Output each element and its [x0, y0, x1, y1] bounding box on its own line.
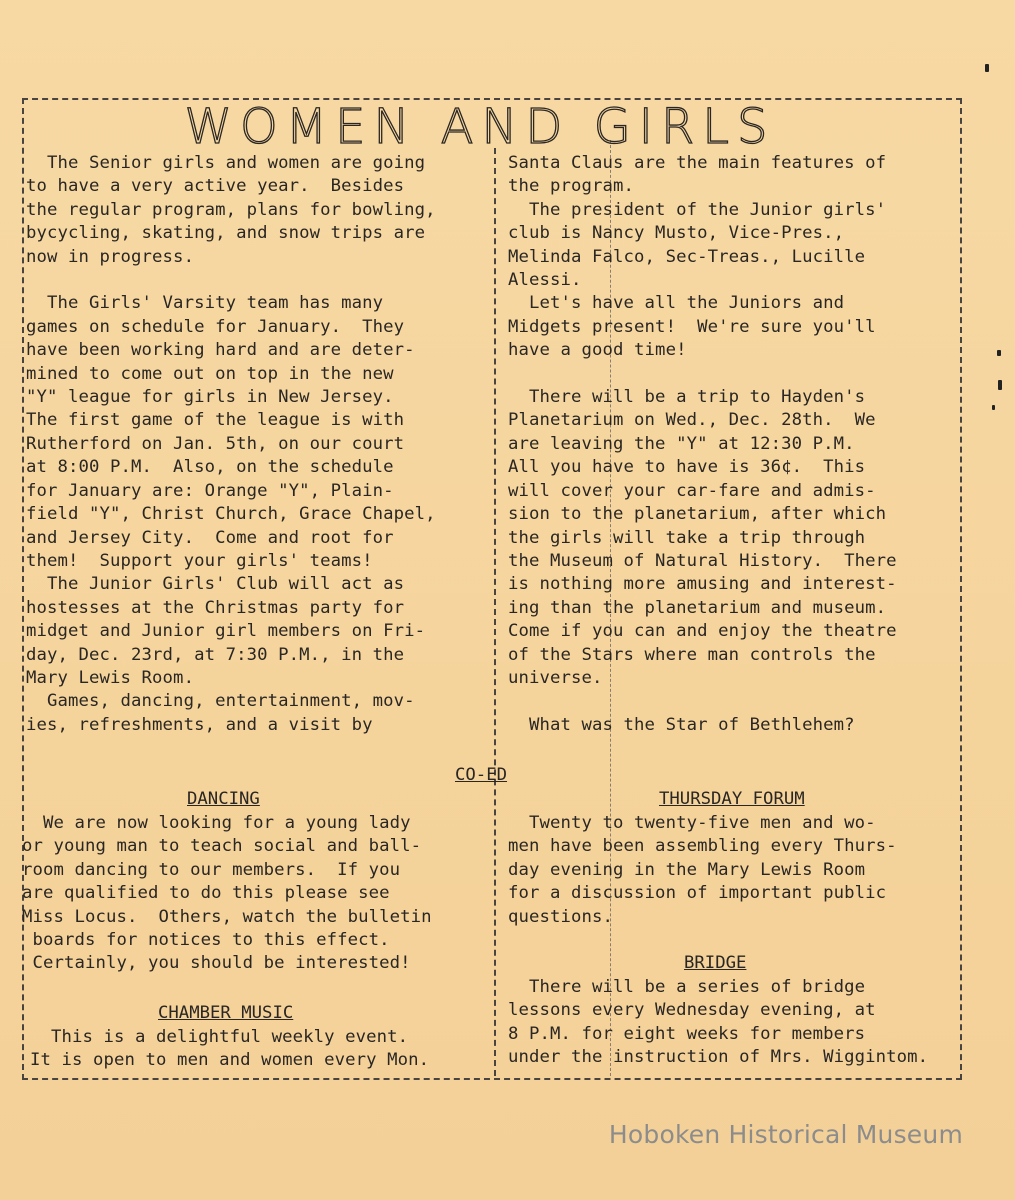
text-line: Melinda Falco, Sec-Treas., Lucille [508, 246, 866, 267]
text-line: field "Y", Christ Church, Grace Chapel, [26, 504, 436, 525]
text-line: There will be a trip to Hayden's [508, 387, 866, 408]
text-line: This is a delightful weekly event. [30, 1027, 409, 1047]
chamber-music-heading: CHAMBER MUSIC [158, 1003, 294, 1023]
text-line: Santa Claus are the main features of [508, 153, 887, 173]
text-line: have a good time! [508, 340, 687, 361]
text-line: "Y" league for girls in New Jersey. [26, 387, 394, 408]
text-line: hostesses at the Christmas party for [26, 597, 405, 618]
text-line: them! Support your girls' teams! [26, 550, 373, 571]
text-line: the program. [508, 176, 635, 197]
bridge-body [508, 976, 928, 1070]
text-line: under the instruction of Mrs. Wiggintom. [508, 1047, 929, 1068]
text-line: of the Stars where man controls the [508, 644, 876, 665]
text-line: is nothing more amusing and interest- [508, 574, 897, 595]
bridge-heading: BRIDGE [684, 953, 747, 973]
text-line: questions. [508, 906, 614, 927]
thursday-forum-heading: THURSDAY FORUM [659, 789, 805, 809]
text-line: There will be a series of bridge [508, 977, 866, 997]
page-title: WOMEN AND GIRLS [184, 99, 776, 155]
coed-heading: CO-ED [455, 765, 508, 785]
text-line: Miss Locus. Others, watch the bulletin [22, 906, 432, 927]
text-line: games on schedule for January. They [26, 316, 405, 337]
text-line [26, 269, 491, 292]
text-line: We are now looking for a young lady [22, 813, 411, 833]
text-line: sion to the planetarium, after which [508, 504, 887, 525]
text-line: The Junior Girls' Club will act as [26, 574, 405, 595]
text-line: the regular program, plans for bowling, [26, 199, 436, 220]
text-line: Certainly, you should be interested! [22, 953, 411, 974]
text-line [508, 690, 958, 713]
text-line: to have a very active year. Besides [26, 176, 405, 197]
text-line: day evening in the Mary Lewis Room [508, 859, 866, 880]
text-line: men have been assembling every Thurs- [508, 836, 897, 857]
text-line: The Girls' Varsity team has many [26, 293, 384, 314]
text-line: The president of the Junior girls' [508, 199, 887, 220]
text-line: are qualified to do this please see [22, 883, 390, 904]
text-line: midget and Junior girl members on Fri- [26, 621, 426, 642]
text-line: 8 P.M. for eight weeks for members [508, 1023, 866, 1044]
text-line: have been working hard and are deter- [26, 340, 415, 361]
left-column [26, 152, 491, 737]
text-line [508, 363, 958, 386]
text-line: bycycling, skating, and snow trips are [26, 223, 426, 244]
text-line: will cover your car-fare and admis- [508, 480, 876, 501]
text-line: It is open to men and women every Mon. [30, 1050, 430, 1071]
ink-speck [998, 380, 1002, 390]
column-divider [494, 148, 496, 1076]
text-line: ing than the planetarium and museum. [508, 597, 887, 618]
text-line: day, Dec. 23rd, at 7:30 P.M., in the [26, 644, 405, 665]
text-line: Planetarium on Wed., Dec. 28th. We [508, 410, 876, 431]
text-line: Midgets present! We're sure you'll [508, 316, 876, 337]
text-line: now in progress. [26, 246, 195, 267]
text-line: and Jersey City. Come and root for [26, 527, 394, 548]
museum-watermark: Hoboken Historical Museum [608, 1120, 963, 1149]
text-line: for a discussion of important public [508, 883, 887, 904]
ink-speck [992, 405, 995, 410]
text-line: room dancing to our members. If you [22, 859, 401, 880]
ink-speck [997, 350, 1001, 356]
text-line: the girls will take a trip through [508, 527, 866, 548]
text-line: The Senior girls and women are going [26, 153, 426, 173]
dancing-heading: DANCING [187, 789, 260, 809]
text-line: are leaving the "Y" at 12:30 P.M. [508, 433, 855, 454]
text-line: club is Nancy Musto, Vice-Pres., [508, 223, 845, 244]
text-line: or young man to teach social and ball- [22, 836, 422, 857]
text-line: Games, dancing, entertainment, mov- [26, 691, 415, 712]
text-line: Let's have all the Juniors and [508, 293, 845, 314]
text-line: Mary Lewis Room. [26, 667, 195, 688]
text-line: for January are: Orange "Y", Plain- [26, 480, 394, 501]
text-line: Twenty to twenty-five men and wo- [508, 813, 876, 833]
dancing-body [22, 812, 432, 976]
text-line: mined to come out on top in the new [26, 363, 394, 384]
text-line: at 8:00 P.M. Also, on the schedule [26, 457, 394, 478]
text-line: the Museum of Natural History. There [508, 550, 897, 571]
text-line: ies, refreshments, and a visit by [26, 714, 373, 735]
text-line: universe. [508, 667, 603, 688]
text-line: Alessi. [508, 270, 582, 291]
thursday-forum-body [508, 812, 897, 929]
text-line: Rutherford on Jan. 5th, on our court [26, 433, 405, 454]
text-line: lessons every Wednesday evening, at [508, 1000, 876, 1021]
text-line: The first game of the league is with [26, 410, 405, 431]
chamber-music-body [30, 1026, 429, 1073]
text-line: What was the Star of Bethlehem? [508, 714, 855, 735]
text-line: Come if you can and enjoy the theatre [508, 621, 897, 642]
text-line: All you have to have is 36¢. This [508, 457, 866, 478]
ink-speck [985, 64, 989, 72]
text-line: boards for notices to this effect. [22, 930, 390, 951]
right-column [508, 152, 958, 737]
